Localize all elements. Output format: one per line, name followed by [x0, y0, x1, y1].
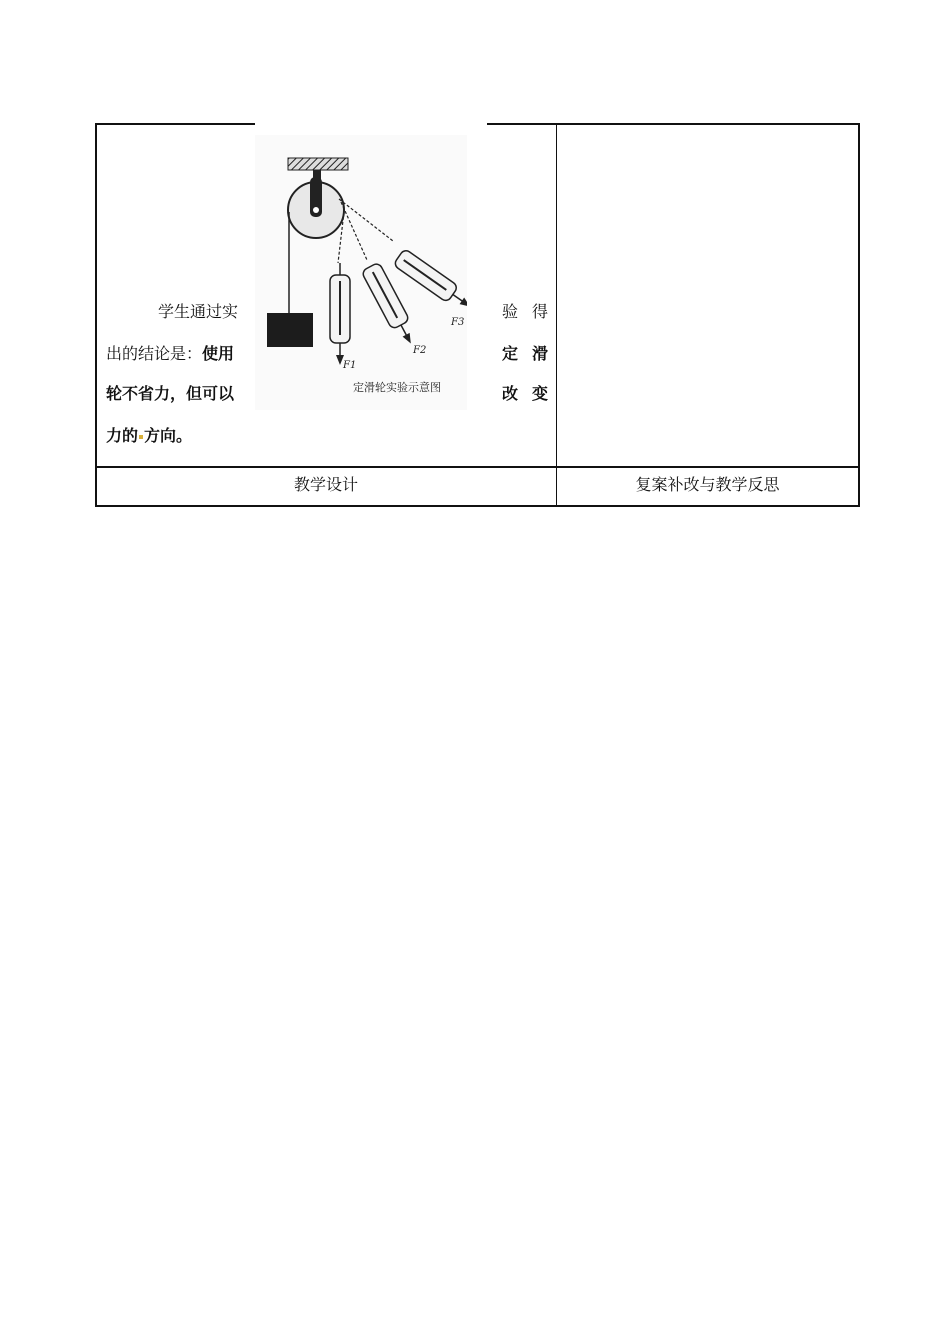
ceiling-hatch: [288, 158, 348, 170]
text-line2-right-b: 滑: [532, 344, 549, 363]
rope-f3: [339, 199, 393, 241]
table-row-divider: [96, 466, 859, 468]
label-f2: F2: [413, 345, 427, 356]
table-right-border: [858, 123, 860, 507]
table-bottom-border: [96, 505, 859, 507]
footer-right-cell: 复案补改与教学反思: [635, 475, 780, 494]
weight-block: [267, 313, 313, 347]
table-middle-divider: [556, 123, 557, 507]
table-top-right-border: [487, 123, 859, 125]
text-line3-left: 轮不省力，但可以: [106, 384, 235, 403]
text-line4: [106, 426, 192, 446]
text-line1-right-a: 验: [502, 302, 519, 321]
pulley-figure: [255, 135, 467, 410]
text-line3-right-b: 变: [532, 384, 549, 403]
text-line2-normal: 出的结论是：: [106, 344, 203, 363]
label-f3: F3: [451, 317, 465, 328]
text-line4-mark: [139, 435, 143, 439]
label-f1: F1: [343, 360, 357, 371]
table-top-left-border: [96, 123, 255, 125]
text-line3-right-a: 改: [502, 384, 519, 403]
pulley-axle: [313, 207, 319, 213]
spring-scale-1: [330, 263, 350, 365]
spring-scale-3: [393, 248, 467, 314]
text-line2-bold: 使用: [202, 344, 235, 363]
figure-caption: 定滑轮实验示意图: [353, 381, 441, 394]
text-line4-part1: 力的: [106, 426, 139, 445]
text-line1-right-b: 得: [532, 302, 549, 321]
text-line2-right-a: 定: [502, 344, 519, 363]
text-line2-left: [106, 344, 234, 364]
text-line4-part2: 方向。: [144, 426, 193, 445]
footer-left-cell: 教学设计: [293, 475, 358, 494]
text-line1-left: 学生通过实: [158, 302, 239, 321]
table-left-border: [95, 123, 97, 507]
pulley-diagram: [255, 135, 467, 410]
